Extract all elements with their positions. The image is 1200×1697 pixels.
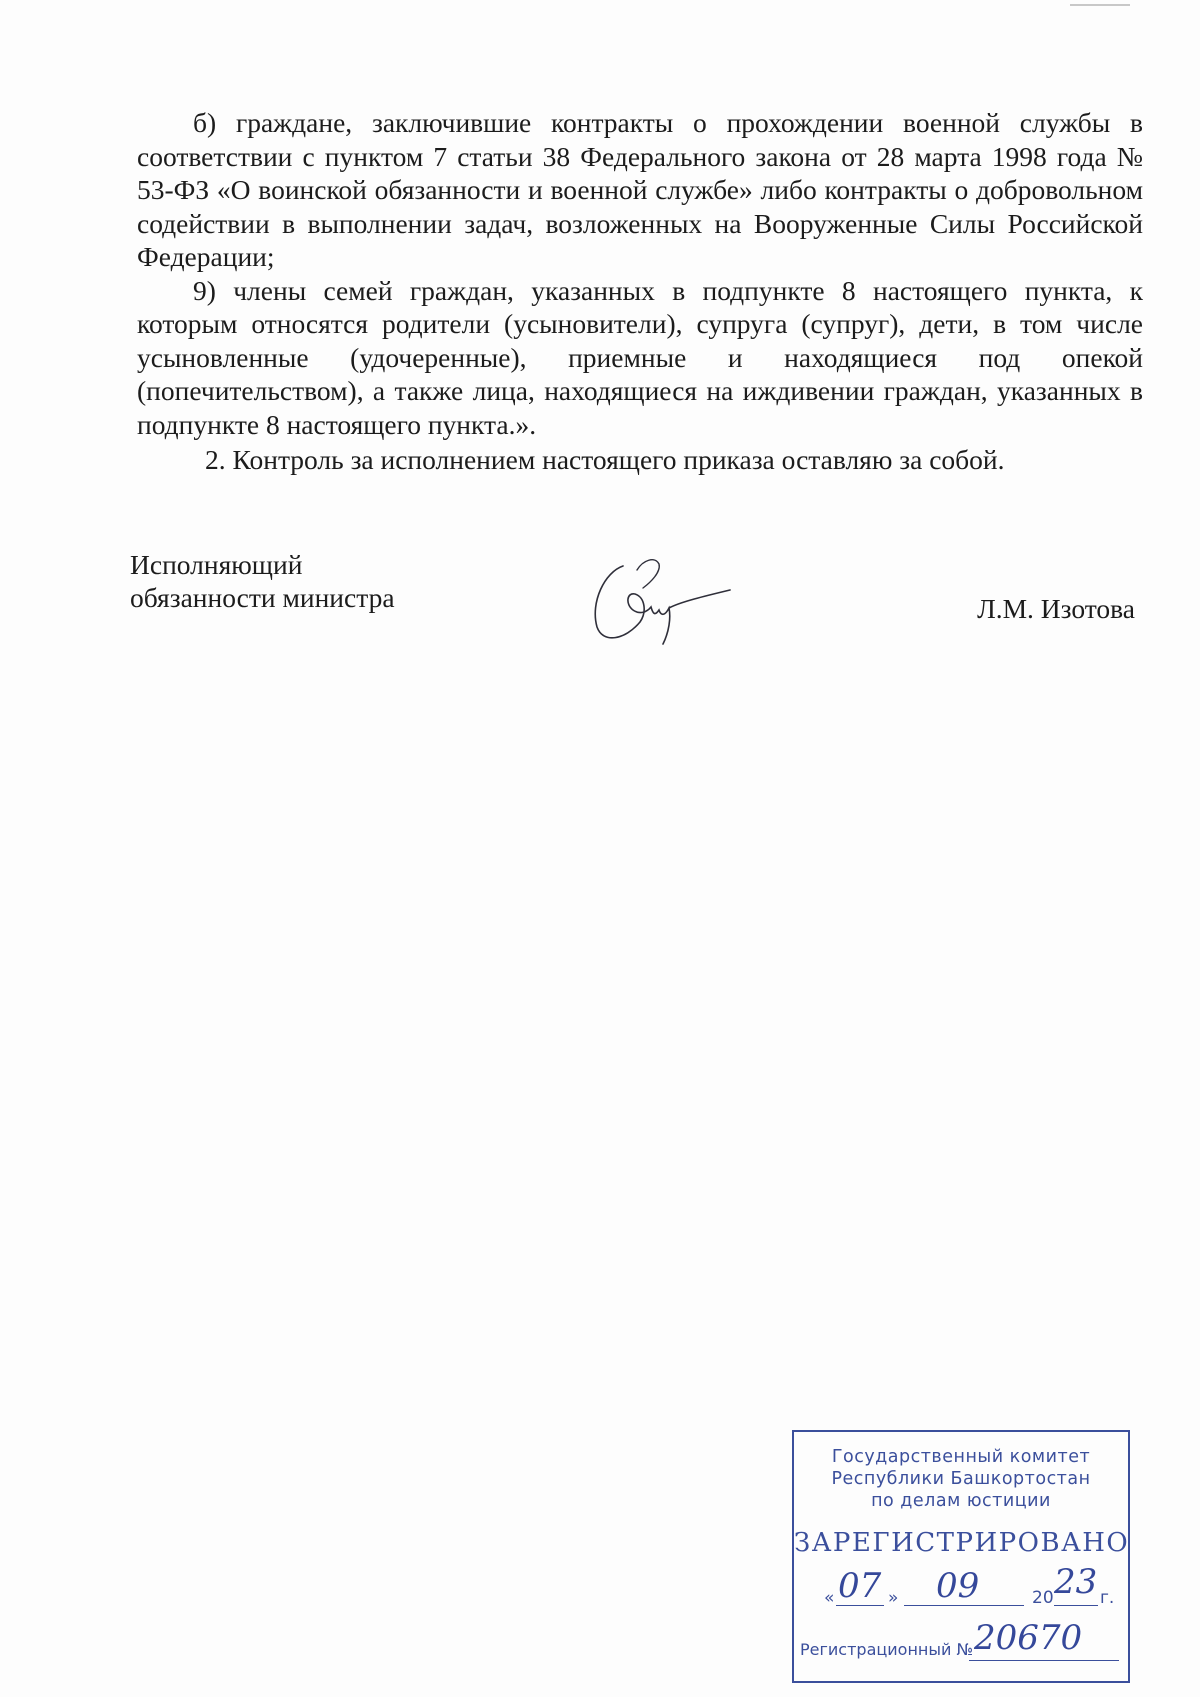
document-body — [137, 106, 1143, 477]
stamp-year-line — [1054, 1605, 1098, 1606]
stamp-date — [824, 1562, 1115, 1612]
registration-stamp — [792, 1430, 1130, 1683]
stamp-organization — [794, 1446, 1128, 1512]
stamp-org-line-1: Государственный комитет — [831, 1447, 1091, 1467]
position-line-1: Исполняющий — [130, 549, 303, 580]
handwritten-signature — [585, 552, 735, 647]
stamp-title: ЗАРЕГИСТРИРОВАНО — [794, 1528, 1130, 1558]
signatory-name: Л.М. Изотова — [977, 593, 1135, 624]
stamp-reg-number: 20670 — [974, 1618, 1083, 1658]
stamp-reg-line — [969, 1660, 1119, 1661]
stamp-day: 07 — [838, 1566, 882, 1606]
stamp-year-prefix: 20 — [1032, 1588, 1054, 1608]
position-line-2: обязанности министра — [130, 582, 395, 613]
stamp-org-line-2: Республики Башкортостан — [831, 1469, 1091, 1489]
page-edge-mark — [1070, 0, 1130, 6]
paragraph-2: 2. Контроль за исполнением настоящего приказа оставляю за собой. — [205, 444, 1005, 475]
stamp-org-line-3: по делам юстиции — [871, 1491, 1051, 1511]
stamp-reg-label: Регистрационный № — [800, 1640, 974, 1659]
stamp-quote-close: » — [888, 1588, 899, 1608]
paragraph-b: б) граждане, заключившие контракты о прохождении военной службы в соответствии с пунктом 7 статьи 38 Федерального закона от 28 марта 1998 года № 53-ФЗ «О воинской обязанности и военной службе» либо контракты о добровольном содействии в выполнении задач, возложенных на Вооруженные Силы Российской Федерации; — [137, 107, 1143, 272]
stamp-year-unit: г. — [1100, 1588, 1115, 1608]
stamp-quote-open: « — [824, 1588, 835, 1608]
signatory-position — [130, 548, 395, 614]
stamp-year: 23 — [1054, 1562, 1098, 1602]
paragraph-9: 9) члены семей граждан, указанных в подпункте 8 настоящего пункта, к которым относятся родители (усыновители), супруга (супруг), дети, в том числе усыновленные (удочеренные), приемные и находящиеся под опекой (попечительством), а также лица, находящиеся на иждивении граждан, указанных в подпункте 8 настоящего пункта.». — [137, 274, 1143, 440]
stamp-month: 09 — [936, 1566, 980, 1606]
